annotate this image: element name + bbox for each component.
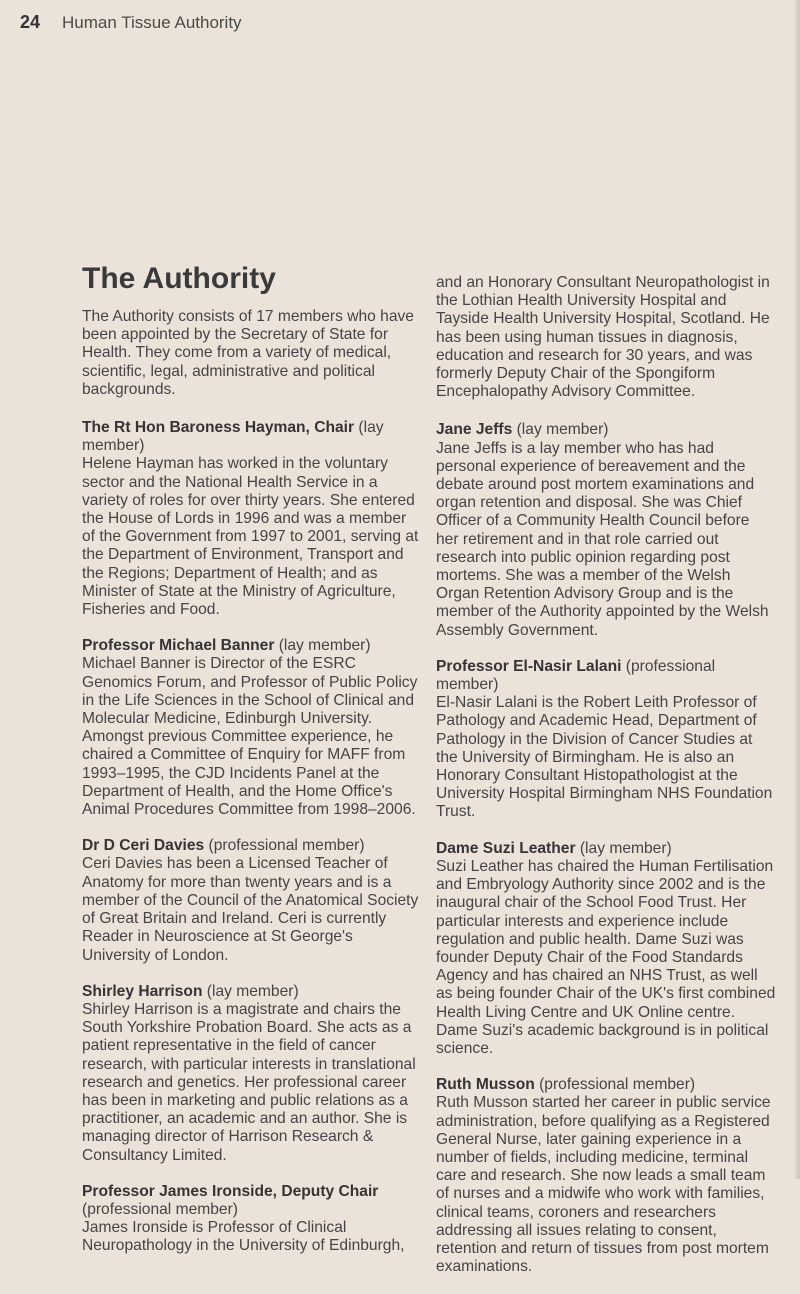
publication-title: Human Tissue Authority	[62, 13, 242, 32]
left-column	[82, 308, 422, 1274]
member-name: Ruth Musson	[436, 1076, 535, 1094]
member-bio: Helene Hayman has worked in the voluntary sector and the National Health Service in a variety of roles for over thirty years. She entered the House of Lords in 1996 and was a member of the Government from 1997 to 2001, serving at the Department of Environment, Transport and the Regions; Department of Health; and as Minister of State at the Ministry of Agriculture, Fisheries and Food.	[82, 455, 419, 619]
member-name: Professor El-Nasir Lalani	[436, 657, 622, 675]
member-name: Dame Suzi Leather	[436, 839, 576, 857]
member-entry	[436, 1076, 776, 1276]
page-header	[20, 12, 242, 33]
member-name: Professor James Ironside, Deputy Chair	[82, 1182, 379, 1200]
member-heading	[82, 837, 422, 855]
page-edge-shadow	[794, 0, 800, 1179]
member-entry	[82, 637, 422, 819]
member-bio: Suzi Leather has chaired the Human Fertilisation and Embryology Authority since 2002 and is the inaugural chair of the School Food Trust. Her particular interests and experience include regulation and public health. Dame Suzi was founder Deputy Chair of the Food Standards Agency and has chaired an NHS Trust, as well as being founder Chair of the UK's first combined Health Living Centre and UK Online centre. Dame Suzi's academic background is in political science.	[436, 857, 776, 1057]
member-heading	[82, 637, 422, 655]
member-heading	[436, 840, 776, 858]
intro-paragraph: The Authority consists of 17 members who have been appointed by the Secretary of State for Health. They come from a variety of medical, scientific, legal, administrative and political backgrounds.	[82, 308, 414, 398]
member-entry	[436, 658, 776, 822]
member-bio: Jane Jeffs is a lay member who has had personal experience of bereavement and the debate around post mortem examinations and organ retention and disposal. She was Chief Officer of a Community Health Council before her retirement and in that role carried out research into public opinion regarding post mortems. She was a member of the Welsh Organ Retention Advisory Group and is the member of the Authority appointed by the Welsh Assembly Government.	[436, 439, 769, 639]
member-list-right	[436, 421, 776, 1276]
member-role: (professional member)	[204, 837, 365, 855]
member-heading	[436, 421, 776, 439]
member-name: Dr D Ceri Davies	[82, 837, 205, 855]
member-bio: El-Nasir Lalani is the Robert Leith Professor of Pathology and Academic Head, Department of Pathology in the Division of Cancer Studies at the University of Birmingham. He is also an Honorary Consultant Histopathologist at the University Hospital Birmingham NHS Foundation Trust.	[436, 694, 773, 821]
member-heading	[82, 419, 422, 455]
member-entry	[436, 421, 776, 639]
member-bio: Michael Banner is Director of the ESRC Genomics Forum, and Professor of Public Policy in the Life Sciences in the School of Clinical and Molecular Medicine, Edinburgh University. Amongst previous Committee experience, he chaired a Committee of Enquiry for MAFF from 1993–1995, the CJD Incidents Panel at the Department of Health, and the Home Office's Animal Procedures Committee from 1998–2006.	[82, 655, 418, 819]
section-title: The Authority	[82, 262, 276, 295]
member-role: (professional member)	[436, 657, 716, 694]
member-bio: Shirley Harrison is a magistrate and chairs the South Yorkshire Probation Board. She acts as a patient representative in the field of cancer research, with particular interests in translational research and genetics. Her professional career has been in marketing and public relations as a practitioner, an academic and an author. She is managing director of Harrison Research & Consultancy Limited.	[82, 1000, 416, 1164]
member-entry	[82, 1183, 422, 1256]
member-role: (lay member)	[512, 421, 609, 439]
member-role: (professional member)	[534, 1076, 696, 1094]
right-column	[436, 274, 776, 1294]
member-bio: James Ironside is Professor of Clinical Neuropathology in the University of Edinburgh,	[82, 1219, 405, 1255]
member-name: Jane Jeffs	[436, 421, 513, 439]
member-entry	[436, 840, 776, 1058]
member-heading	[82, 983, 422, 1001]
member-list-left	[82, 419, 422, 1256]
member-role: (lay member)	[274, 637, 371, 655]
member-name: The Rt Hon Baroness Hayman, Chair	[82, 419, 355, 437]
member-heading	[436, 658, 776, 694]
member-entry	[82, 419, 422, 619]
member-heading	[82, 1183, 422, 1219]
member-bio: Ceri Davies has been a Licensed Teacher of Anatomy for more than twenty years and is a member of the Council of the Anatomical Society of Great Britain and Ireland. Ceri is currently Reader in Neuroscience at St George's University of London.	[82, 855, 419, 964]
member-entry	[82, 983, 422, 1165]
member-entry	[82, 837, 422, 964]
member-role: (lay member)	[202, 982, 299, 1000]
member-role: (lay member)	[82, 419, 384, 455]
member-bio: Ruth Musson started her career in public service administration, before qualifying as a Registered General Nurse, later gaining experience in a number of fields, including medicine, terminal care and research. She now leads a small team of nurses and a midwife who work with families, clinical teams, coroners and researchers addressing all issues relating to consent, retention and return of tissues from post mortem examinations.	[436, 1094, 771, 1276]
member-heading	[436, 1076, 776, 1094]
member-name: Professor Michael Banner	[82, 637, 275, 655]
page-number: 24	[20, 12, 41, 32]
member-role: (lay member)	[575, 839, 672, 857]
continuation-paragraph: and an Honorary Consultant Neuropathologist in the Lothian Health University Hospital and Tayside Health University Hospital, Scotland. He has been using human tissues in diagnosis, education and research for 30 years, and was formerly Deputy Chair of the Spongiform Encephalopathy Advisory Committee.	[436, 274, 770, 401]
member-role: (professional member)	[82, 1200, 238, 1218]
member-name: Shirley Harrison	[82, 982, 203, 1000]
